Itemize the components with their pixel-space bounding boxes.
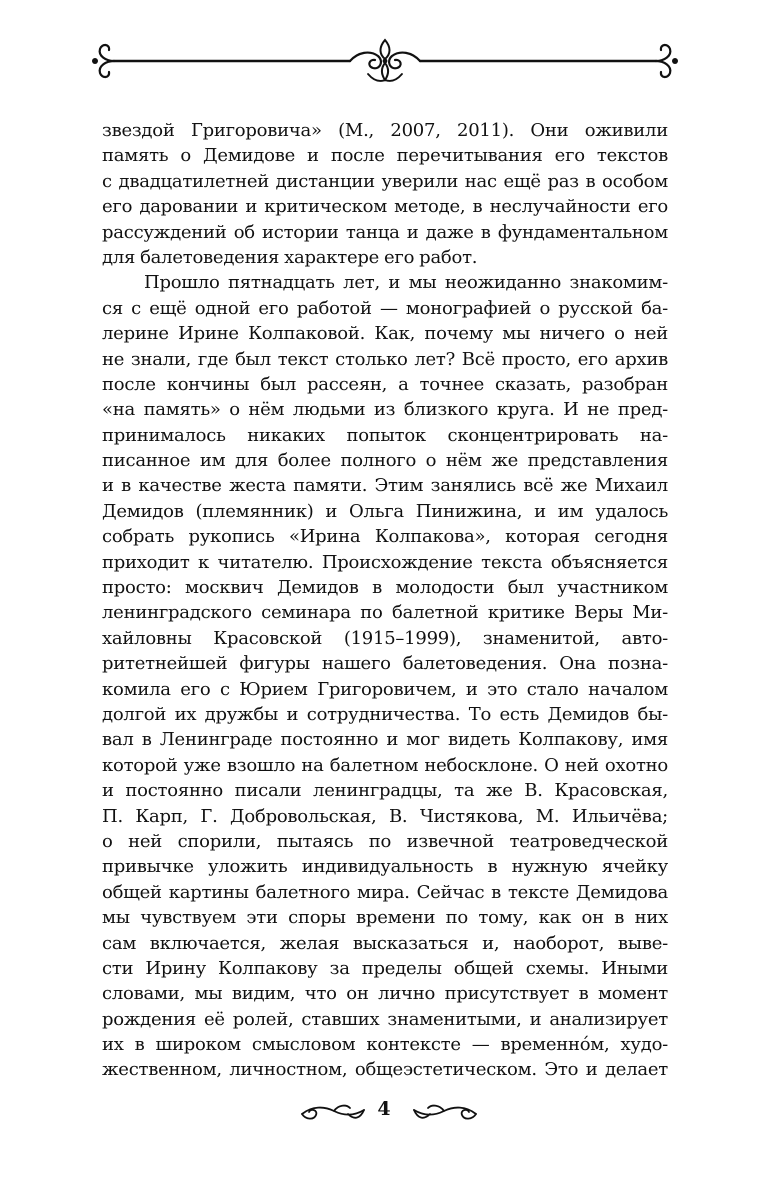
text-line: о ней спорили, пытаясь по извечной театроведческой — [102, 830, 668, 852]
text-line: писанное им для более полного о нём же представления — [102, 450, 668, 472]
body-text — [102, 118, 668, 1083]
text-line: П. Карп, Г. Добровольская, В. Чистякова, М. Ильичёва; — [102, 805, 668, 827]
text-line: словами, мы видим, что он лично присутствует в момент — [102, 983, 668, 1005]
text-line: ленинградского семинара по балетной критике Веры Ми- — [102, 602, 668, 624]
text-line: его даровании и критическом методе, в неслучайности его — [102, 196, 668, 218]
header-ornament-icon — [88, 34, 682, 90]
text-line: собрать рукопись «Ирина Колпакова», которая сегодня — [102, 526, 668, 548]
flourish-left-icon — [298, 1096, 370, 1126]
text-line: ся с ещё одной его работой — монографией о русской ба- — [102, 297, 668, 319]
page-number: 4 — [377, 1098, 391, 1120]
text-line: память о Демидове и после перечитывания его текстов — [102, 145, 668, 167]
text-line: ритетнейшей фигуры нашего балетоведения. Она позна- — [102, 653, 668, 675]
text-line: рождения её ролей, ставших знаменитыми, и анализирует — [102, 1008, 668, 1030]
text-line: приходит к читателю. Происхождение текста объясняется — [102, 551, 668, 573]
text-line: долгой их дружбы и сотрудничества. То есть Демидов бы- — [102, 703, 668, 725]
text-line: Демидов (племянник) и Ольга Пинижина, и им удалось — [102, 500, 668, 522]
text-line: принималось никаких попыток сконцентрировать на- — [102, 424, 668, 446]
text-line: лерине Ирине Колпаковой. Как, почему мы ничего о ней — [102, 323, 668, 345]
text-line: и постоянно писали ленинградцы, та же В. Красовская, — [102, 780, 668, 802]
text-line: с двадцатилетней дистанции уверили нас ещё раз в особом — [102, 170, 668, 192]
text-line: просто: москвич Демидов в молодости был участником — [102, 577, 668, 599]
flourish-right-icon — [408, 1096, 480, 1126]
text-line: сти Ирину Колпакову за пределы общей схемы. Иными — [102, 957, 668, 979]
text-line: и в качестве жеста памяти. Этим занялись всё же Михаил — [102, 475, 668, 497]
text-line: их в широком смысловом контексте — временно́м, худо- — [102, 1034, 668, 1056]
text-line: общей картины балетного мира. Сейчас в тексте Демидова — [102, 881, 668, 903]
text-line: хайловны Красовской (1915–1999), знаменитой, авто- — [102, 627, 668, 649]
text-line: привычке уложить индивидуальность в нужную ячейку — [102, 856, 668, 878]
text-line: звездой Григоровича» (М., 2007, 2011). Они оживили — [102, 120, 668, 141]
page-footer — [0, 1092, 768, 1132]
text-line: после кончины был рассеян, а точнее сказать, разобран — [102, 373, 668, 395]
text-line: рассуждений об истории танца и даже в фундаментальном — [102, 221, 668, 243]
text-line: вал в Ленинграде постоянно и мог видеть Колпакову, имя — [102, 729, 668, 751]
text-line: которой уже взошло на балетном небосклоне. О ней охотно — [102, 754, 668, 776]
text-line: комила его с Юрием Григоровичем, и это стало началом — [102, 678, 668, 700]
text-line: мы чувствуем эти споры времени по тому, как он в них — [102, 907, 668, 929]
text-line: «на память» о нём людьми из близкого круга. И не пред- — [102, 399, 668, 421]
text-line: сам включается, желая высказаться и, наоборот, выве- — [102, 932, 668, 954]
text-line: для балетоведения характере его работ. — [102, 246, 478, 268]
text-line: Прошло пятнадцать лет, и мы неожиданно знакомим- — [144, 272, 668, 294]
text-line: не знали, где был текст столько лет? Всё просто, его архив — [102, 348, 668, 370]
text-line: жественном, личностном, общеэстетическом. Это и делает — [102, 1059, 668, 1081]
